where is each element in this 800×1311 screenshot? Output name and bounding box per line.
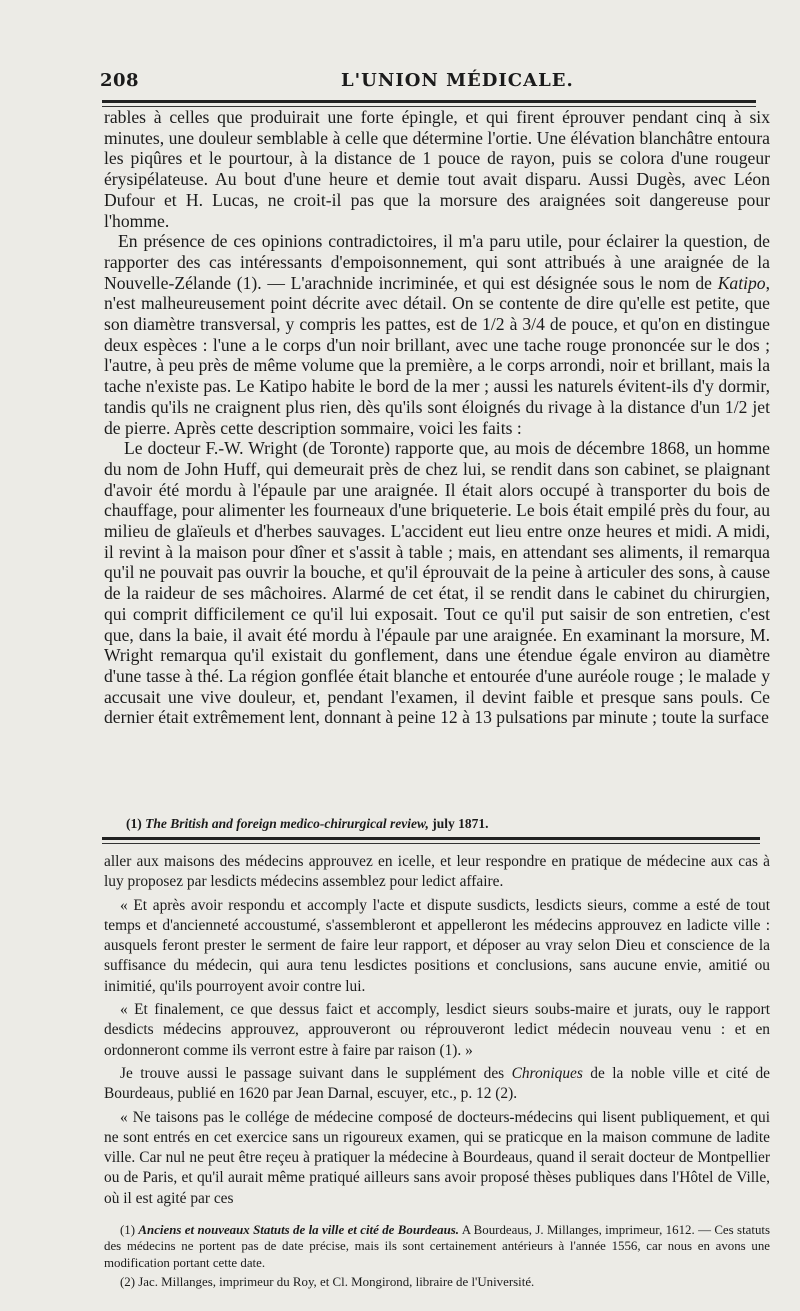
lower-paragraph-4-start: Je trouve aussi le passage suivant dans le supplément des (120, 1064, 512, 1082)
chroniques-term: Chroniques (511, 1064, 583, 1082)
page-number: 208 (100, 70, 140, 91)
section-rule-thin (102, 843, 760, 844)
footnote-1 (104, 1222, 770, 1271)
upper-paragraph-2 (104, 231, 770, 438)
upper-paragraph-1: rables à celles que produirait une forte épingle, et qui firent éprouver pendant cinq à six minutes, une douleur semblable à celle que détermine l'ortie. Une élévation blanchâtre entoura les piqûres et le pourtour, à la distance de 1 pouce de rayon, puis se colora d'une rougeur érysipélateuse. Au bout d'une heure et demie tout avait disparu. Aussi Dugès, avec Léon Dufour et H. Lucas, ne croit-il pas que la morsure des araignées soit dangereuse pour l'homme. (104, 107, 770, 231)
footnote-1-number: (1) (120, 1223, 139, 1237)
lower-paragraph-1: aller aux maisons des médecins approuvez en icelle, et leur respondre en pratique de médecine aux cas à luy proposez par lesdicts médecins assemblez pour ledict affaire. (104, 853, 770, 891)
upper-paragraph-2-end: , n'est malheureusement point décrite avec détail. On se contente de dire qu'elle est petite, que son diamètre transversal, y compris les pattes, est de 1/2 à 3/4 de pouce, et qu'on en distingue deux espèces : l'une a le corps d'un noir brillant, avec une tache rouge prononcée sur le dos ; l'autre, à peu près de même volume que la première, a le corps arrondi, noir et brillant, mais la tache n'existe pas. Le Katipo habite le bord de la mer ; aussi les naturels évitent-ils d'y dormir, tandis qu'ils ne craignent plus rien, dès qu'ils sont éloignés du rivage à la distance d'un 1/2 jet de pierre. Après cette description sommaire, voici les faits : (104, 272, 770, 438)
lower-paragraph-3: « Et finalement, ce que dessus faict et accomply, lesdict sieurs soubs-maire et jurats, ouy le rapport desdicts médecins approuvez, approuveront ou réprouveront ledict médecin nouveau venu : et en ordonneront comme ils verront estre à faire par raison (1). » (104, 1001, 770, 1059)
footnote-2: (2) Jac. Millanges, imprimeur du Roy, et Cl. Mongirond, libraire de l'Université. (120, 1275, 535, 1290)
upper-footnote-title: The British and foreign medico-chirurgical review, (145, 816, 429, 831)
upper-paragraph-2-start: En présence de ces opinions contradictoires, il m'a paru utile, pour éclairer la question, de rapporter des cas intéressants d'empoisonnement, qui sont attribués à une araignée de la Nouvelle-Zélande (1). — L'arachnide incriminée, et qui est désignée sous le nom de (104, 231, 770, 293)
footnote-1-text: A Bourdeaus, J. Millanges, imprimeur, 1612. — Ces statuts des médecins ne portent pas de date précise, mais ils sont certainement antérieurs à l'année 1556, car nous en avons une modification portant cette date. (104, 1223, 770, 1270)
upper-footnote-date: july 1871. (428, 816, 489, 831)
running-title: L'UNION MÉDICALE. (341, 70, 574, 91)
upper-footnote (126, 816, 760, 832)
lower-paragraph-4 (104, 1064, 770, 1105)
footnote-1-title: Anciens et nouveaux Statuts de la ville et cité de Bourdeaus. (138, 1223, 460, 1237)
section-rule-thick (102, 837, 760, 840)
page-header (96, 70, 762, 96)
upper-article-body (104, 107, 770, 728)
lower-footnotes (104, 1222, 770, 1294)
upper-paragraph-3: Le docteur F.-W. Wright (de Toronte) rapporte que, au mois de décembre 1868, un homme du nom de John Huff, qui demeurait près de chez lui, se rendit dans son cabinet, se plaignant d'avoir été mordu à l'épaule par une araignée. Il était alors occupé à transporter du bois de chauffage, pour alimenter les fourneaux d'une briqueterie. Le bois était empilé près du four, au milieu de glaïeuls et d'herbes sauvages. L'accident eut lieu entre onze heures et midi. A midi, il revint à la maison pour dîner et s'assit à table ; mais, en attendant ses aliments, il remarqua qu'il ne pouvait pas ouvrir la bouche, et qu'il éprouvait de la peine à articuler des sons, à cause de la raideur de ses mâchoires. Alarmé de cet état, il se rendit dans le cabinet du chirurgien, qui comprit difficilement ce qu'il lui exposait. Tout ce qu'il put saisir de son entretien, c'est que, dans la baie, il avait été mordu à l'épaule par une araignée. En examinant la morsure, M. Wright remarqua qu'il existait du gonflement, dans une étendue égale environ au diamètre d'une tasse à thé. La région gonflée était blanche et entourée d'une auréole rouge ; le malade y accusait une vive douleur, et, pendant l'examen, il devint faible et presque sans pouls. Ce dernier était extrêmement lent, donnant à peine 12 à 13 pulsations par minute ; toute la surface (104, 438, 770, 728)
lower-paragraph-4-end: de la noble ville et cité de Bourdeaus, publié en 1620 par Jean Darnal, escuyer, etc., p. 12 (2). (104, 1064, 770, 1103)
katipo-term: Katipo (717, 272, 766, 293)
upper-footnote-number: (1) (126, 816, 142, 831)
header-rule-thick (102, 100, 756, 103)
lower-paragraph-5: « Ne taisons pas le collége de médecine composé de docteurs-médecins qui lisent publiquement, et qui ne sont entrés en cet exercice sans un rigoureux examen, qui se praticque en la maison commune de ladite ville. Car nul ne peut être reçeu à pratiquer la médecine à Bourdeaus, quand il serait docteur de Montpellier ou de Paris, et qu'il aurait même pratiqué ailleurs sans avoir proposé thèses publiques dans l'Hôtel de Ville, où il est agité par ces (104, 1108, 770, 1207)
lower-paragraph-2: « Et après avoir respondu et accomply l'acte et dispute susdicts, lesdicts sieurs, comme a esté de tout temps et d'ancienneté accoustumé, s'assembleront et appelleront les médecins approuvez en ladicte ville : ausquels feront prester le serment de faire leur rapport, et déposer au vray selon Dieu et conscience de la suffisance du médecin, qui aura tenu lesdictes positions et conclusions, sans aucune envie, amitié ou inimitié, qu'ils pourroyent avoir contre lui. (104, 896, 770, 995)
lower-article-body (104, 852, 770, 1212)
